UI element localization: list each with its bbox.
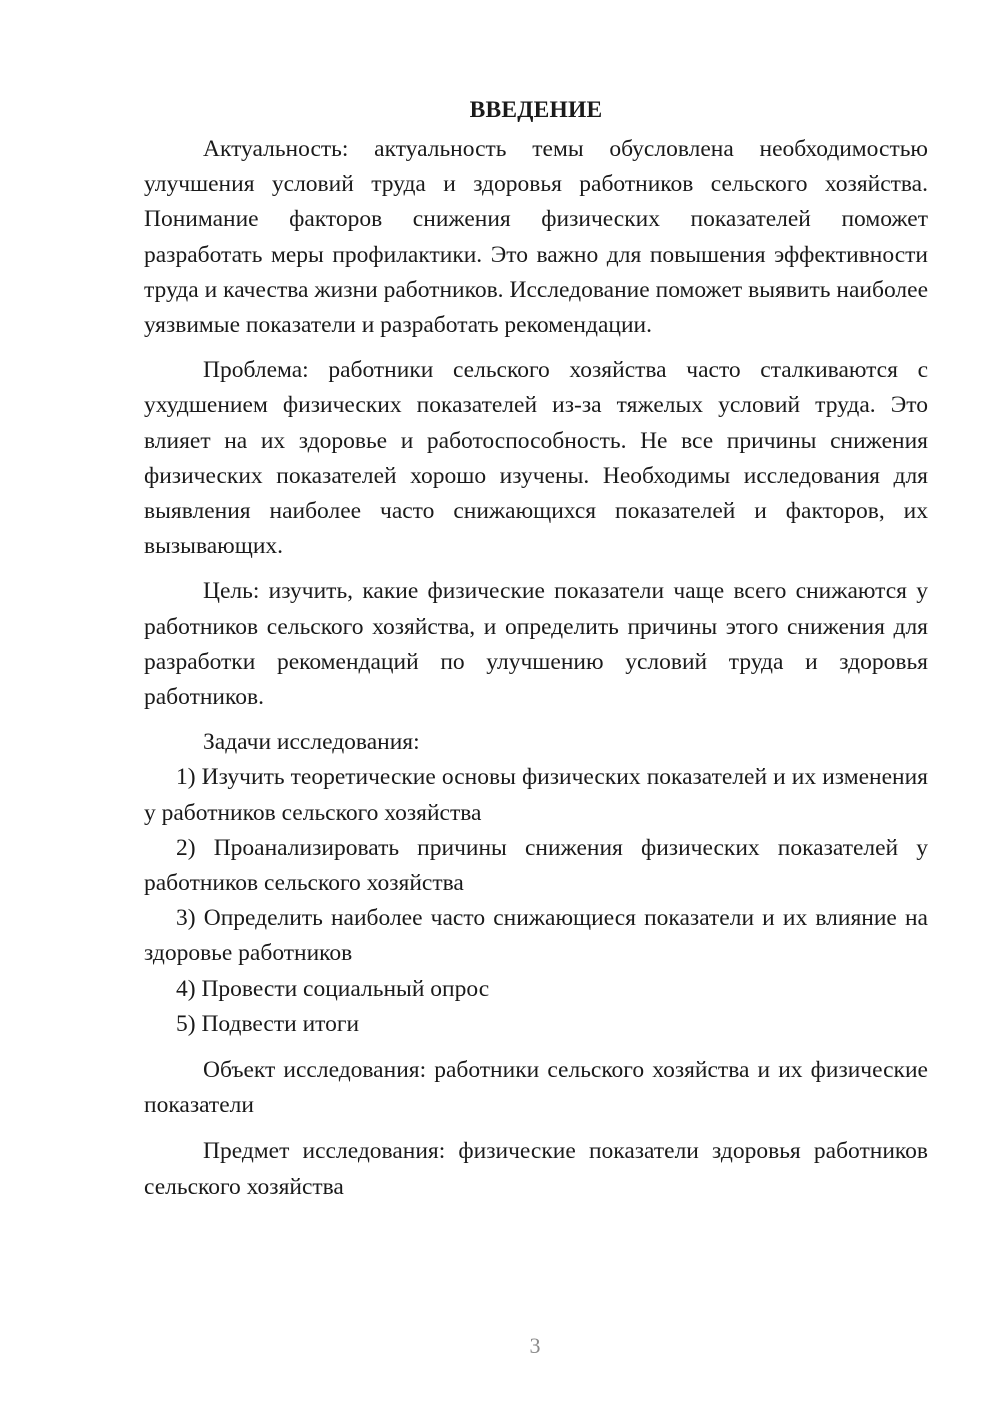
paragraph-relevance: Актуальность: актуальность темы обусловлена необходимостью улучшения условий труда и здоровья работников сельского хозяйства. Понимание факторов снижения физических показателей поможет разработать меры профилактики. Это важно для повышения эффективности труда и качества жизни работников. Исследование поможет выявить наиболее уязвимые показатели и разработать рекомендации.: [144, 136, 928, 339]
page-body: [144, 93, 928, 1205]
list-item: 3) Определить наиболее часто снижающиеся показатели и их влияние на здоровье работников: [144, 905, 928, 967]
paragraph-subject: Предмет исследования: физические показатели здоровья работников сельского хозяйства: [144, 1138, 928, 1200]
paragraph-object: Объект исследования: работники сельского хозяйства и их физические показатели: [144, 1057, 928, 1119]
paragraph-tasks-intro: Задачи исследования:: [203, 729, 420, 756]
tasks-list: [144, 760, 928, 1042]
list-item: 1) Изучить теоретические основы физических показателей и их изменения у работников сельского хозяйства: [144, 764, 928, 826]
paragraph-problem: Проблема: работники сельского хозяйства часто сталкиваются с ухудшением физических показателей из-за тяжелых условий труда. Это влияет на их здоровье и работоспособность. Не все причины снижения физических показателей хорошо изучены. Необходимы исследования для выявления наиболее часто снижающихся показателей и факторов, их вызывающих.: [144, 357, 928, 560]
page-number: 3: [529, 1333, 541, 1358]
list-item: 2) Проанализировать причины снижения физических показателей у работников сельского хозяйства: [144, 834, 928, 897]
list-item: 5) Подвести итоги: [176, 1010, 360, 1037]
paragraph-goal: Цель: изучить, какие физические показатели чаще всего снижаются у работников сельского хозяйства, и определить причины этого снижения для разработки рекомендаций по улучшению условий труда и здоровья работников.: [144, 578, 928, 711]
list-item: 4) Провести социальный опрос: [176, 975, 490, 1002]
section-heading: ВВЕДЕНИЕ: [469, 97, 603, 123]
